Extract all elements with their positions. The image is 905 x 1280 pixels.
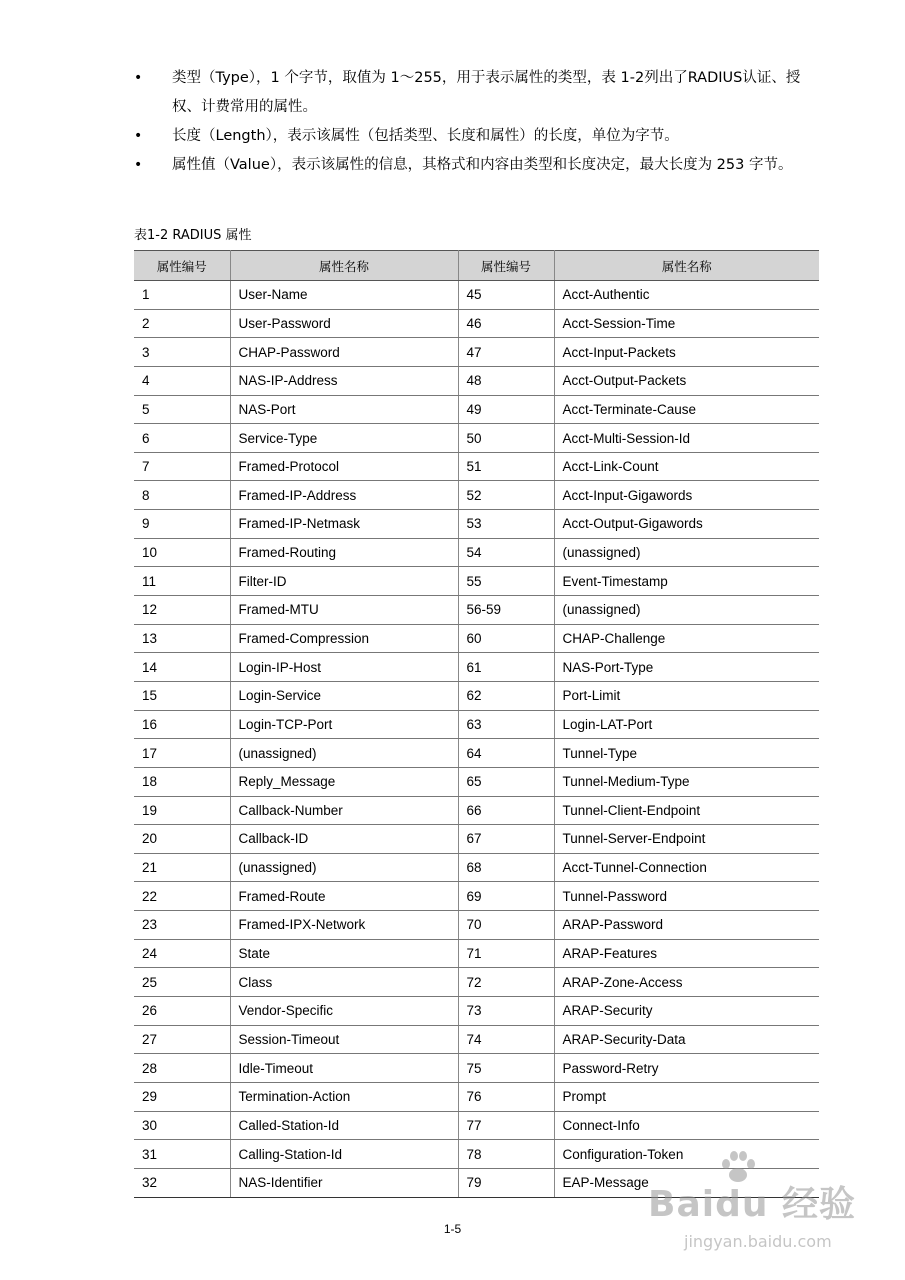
cell-attr-number: 66 bbox=[458, 796, 554, 825]
table-row bbox=[134, 538, 819, 567]
cell-attr-name: ARAP-Password bbox=[554, 911, 819, 940]
cell-attr-number: 19 bbox=[134, 796, 230, 825]
cell-attr-name: (unassigned) bbox=[230, 739, 458, 768]
cell-attr-number: 70 bbox=[458, 911, 554, 940]
cell-attr-name: (unassigned) bbox=[230, 853, 458, 882]
radius-attributes-table bbox=[134, 250, 819, 1198]
cell-attr-name: Framed-IPX-Network bbox=[230, 911, 458, 940]
cell-attr-name: State bbox=[230, 939, 458, 968]
cell-attr-name: Acct-Link-Count bbox=[554, 452, 819, 481]
cell-attr-name: Reply_Message bbox=[230, 767, 458, 796]
cell-attr-name: Port-Limit bbox=[554, 681, 819, 710]
cell-attr-number: 21 bbox=[134, 853, 230, 882]
cell-attr-number: 16 bbox=[134, 710, 230, 739]
table-caption: 表1-2 RADIUS 属性 bbox=[134, 228, 252, 243]
cell-attr-number: 74 bbox=[458, 1025, 554, 1054]
bullet-value bbox=[134, 151, 824, 180]
cell-attr-number: 78 bbox=[458, 1140, 554, 1169]
cell-attr-number: 71 bbox=[458, 939, 554, 968]
cell-attr-name: Acct-Multi-Session-Id bbox=[554, 424, 819, 453]
cell-attr-name: Prompt bbox=[554, 1082, 819, 1111]
cell-attr-name: Configuration-Token bbox=[554, 1140, 819, 1169]
cell-attr-number: 45 bbox=[458, 281, 554, 310]
cell-attr-number: 15 bbox=[134, 681, 230, 710]
table-row bbox=[134, 452, 819, 481]
table-row bbox=[134, 338, 819, 367]
cell-attr-name: Login-IP-Host bbox=[230, 653, 458, 682]
cell-attr-name: NAS-Port bbox=[230, 395, 458, 424]
cell-attr-number: 4 bbox=[134, 366, 230, 395]
bullet-length bbox=[134, 122, 824, 151]
table-row bbox=[134, 1025, 819, 1054]
cell-attr-name: Filter-ID bbox=[230, 567, 458, 596]
table-row bbox=[134, 882, 819, 911]
cell-attr-name: Tunnel-Medium-Type bbox=[554, 767, 819, 796]
cell-attr-number: 13 bbox=[134, 624, 230, 653]
cell-attr-number: 60 bbox=[458, 624, 554, 653]
cell-attr-number: 76 bbox=[458, 1082, 554, 1111]
cell-attr-number: 18 bbox=[134, 767, 230, 796]
cell-attr-name: Framed-Route bbox=[230, 882, 458, 911]
cell-attr-number: 14 bbox=[134, 653, 230, 682]
header-attr-name-right: 属性名称 bbox=[554, 251, 819, 281]
table-row bbox=[134, 796, 819, 825]
cell-attr-number: 25 bbox=[134, 968, 230, 997]
baidu-watermark bbox=[648, 1150, 878, 1270]
cell-attr-number: 1 bbox=[134, 281, 230, 310]
table-row bbox=[134, 395, 819, 424]
cell-attr-name: CHAP-Password bbox=[230, 338, 458, 367]
cell-attr-number: 65 bbox=[458, 767, 554, 796]
table-row bbox=[134, 510, 819, 539]
table-row bbox=[134, 567, 819, 596]
table-row bbox=[134, 309, 819, 338]
cell-attr-name: Acct-Authentic bbox=[554, 281, 819, 310]
cell-attr-name: Calling-Station-Id bbox=[230, 1140, 458, 1169]
cell-attr-name: Tunnel-Server-Endpoint bbox=[554, 825, 819, 854]
cell-attr-name: Acct-Tunnel-Connection bbox=[554, 853, 819, 882]
cell-attr-number: 12 bbox=[134, 596, 230, 625]
cell-attr-number: 73 bbox=[458, 997, 554, 1026]
cell-attr-number: 75 bbox=[458, 1054, 554, 1083]
cell-attr-name: Session-Timeout bbox=[230, 1025, 458, 1054]
bullet-text: 属性值（Value），表示该属性的信息，其格式和内容由类型和长度决定，最大长度为 253 字节。 bbox=[172, 157, 793, 173]
table-header-row bbox=[134, 251, 819, 281]
cell-attr-number: 47 bbox=[458, 338, 554, 367]
cell-attr-number: 77 bbox=[458, 1111, 554, 1140]
bullet-text: 类型（Type），1 个字节，取值为 1～255，用于表示属性的类型，表 1-2列出了RADIUS认证、授权、计费常用的属性。 bbox=[172, 70, 801, 115]
table-row bbox=[134, 681, 819, 710]
cell-attr-name: ARAP-Security bbox=[554, 997, 819, 1026]
watermark-brand: Baidu 经验 bbox=[648, 1184, 857, 1225]
cell-attr-name: Framed-Routing bbox=[230, 538, 458, 567]
cell-attr-name: ARAP-Zone-Access bbox=[554, 968, 819, 997]
cell-attr-name: Acct-Terminate-Cause bbox=[554, 395, 819, 424]
table-row bbox=[134, 1082, 819, 1111]
cell-attr-name: NAS-Identifier bbox=[230, 1168, 458, 1197]
cell-attr-name: ARAP-Features bbox=[554, 939, 819, 968]
cell-attr-number: 63 bbox=[458, 710, 554, 739]
cell-attr-number: 56-59 bbox=[458, 596, 554, 625]
bullet-list bbox=[134, 64, 824, 180]
cell-attr-number: 28 bbox=[134, 1054, 230, 1083]
cell-attr-number: 5 bbox=[134, 395, 230, 424]
cell-attr-name: Tunnel-Type bbox=[554, 739, 819, 768]
cell-attr-number: 9 bbox=[134, 510, 230, 539]
cell-attr-number: 27 bbox=[134, 1025, 230, 1054]
table-row bbox=[134, 366, 819, 395]
cell-attr-number: 72 bbox=[458, 968, 554, 997]
table-row bbox=[134, 968, 819, 997]
cell-attr-name: (unassigned) bbox=[554, 596, 819, 625]
cell-attr-name: NAS-Port-Type bbox=[554, 653, 819, 682]
cell-attr-number: 11 bbox=[134, 567, 230, 596]
table-row bbox=[134, 939, 819, 968]
header-attr-number-right: 属性编号 bbox=[458, 251, 554, 281]
cell-attr-name: Tunnel-Client-Endpoint bbox=[554, 796, 819, 825]
cell-attr-name: Framed-MTU bbox=[230, 596, 458, 625]
header-attr-name-left: 属性名称 bbox=[230, 251, 458, 281]
cell-attr-number: 8 bbox=[134, 481, 230, 510]
table-row bbox=[134, 997, 819, 1026]
cell-attr-number: 53 bbox=[458, 510, 554, 539]
cell-attr-name: Acct-Output-Gigawords bbox=[554, 510, 819, 539]
cell-attr-name: Event-Timestamp bbox=[554, 567, 819, 596]
cell-attr-number: 49 bbox=[458, 395, 554, 424]
cell-attr-number: 10 bbox=[134, 538, 230, 567]
cell-attr-number: 69 bbox=[458, 882, 554, 911]
cell-attr-number: 17 bbox=[134, 739, 230, 768]
table-row bbox=[134, 911, 819, 940]
cell-attr-name: Framed-IP-Netmask bbox=[230, 510, 458, 539]
cell-attr-name: Acct-Session-Time bbox=[554, 309, 819, 338]
cell-attr-name: Idle-Timeout bbox=[230, 1054, 458, 1083]
cell-attr-name: Termination-Action bbox=[230, 1082, 458, 1111]
cell-attr-number: 3 bbox=[134, 338, 230, 367]
cell-attr-number: 32 bbox=[134, 1168, 230, 1197]
table-row bbox=[134, 596, 819, 625]
cell-attr-number: 24 bbox=[134, 939, 230, 968]
table-row bbox=[134, 825, 819, 854]
cell-attr-name: Called-Station-Id bbox=[230, 1111, 458, 1140]
cell-attr-name: NAS-IP-Address bbox=[230, 366, 458, 395]
cell-attr-name: Acct-Input-Gigawords bbox=[554, 481, 819, 510]
cell-attr-name: Acct-Output-Packets bbox=[554, 366, 819, 395]
cell-attr-number: 22 bbox=[134, 882, 230, 911]
cell-attr-name: Framed-IP-Address bbox=[230, 481, 458, 510]
cell-attr-number: 52 bbox=[458, 481, 554, 510]
cell-attr-name: Class bbox=[230, 968, 458, 997]
cell-attr-name: Connect-Info bbox=[554, 1111, 819, 1140]
watermark-url: jingyan.baidu.com bbox=[684, 1232, 832, 1251]
table-row bbox=[134, 1054, 819, 1083]
table-row bbox=[134, 624, 819, 653]
cell-attr-number: 6 bbox=[134, 424, 230, 453]
cell-attr-name: Vendor-Specific bbox=[230, 997, 458, 1026]
cell-attr-name: ARAP-Security-Data bbox=[554, 1025, 819, 1054]
cell-attr-name: (unassigned) bbox=[554, 538, 819, 567]
cell-attr-number: 54 bbox=[458, 538, 554, 567]
table-row bbox=[134, 739, 819, 768]
cell-attr-name: User-Password bbox=[230, 309, 458, 338]
table-body bbox=[134, 281, 819, 1198]
table-row bbox=[134, 1111, 819, 1140]
cell-attr-number: 64 bbox=[458, 739, 554, 768]
cell-attr-name: Password-Retry bbox=[554, 1054, 819, 1083]
cell-attr-name: CHAP-Challenge bbox=[554, 624, 819, 653]
cell-attr-name: User-Name bbox=[230, 281, 458, 310]
cell-attr-name: Service-Type bbox=[230, 424, 458, 453]
cell-attr-name: Framed-Protocol bbox=[230, 452, 458, 481]
cell-attr-name: Login-Service bbox=[230, 681, 458, 710]
table-row bbox=[134, 424, 819, 453]
cell-attr-number: 55 bbox=[458, 567, 554, 596]
table-row bbox=[134, 281, 819, 310]
cell-attr-name: Login-LAT-Port bbox=[554, 710, 819, 739]
table-row bbox=[134, 481, 819, 510]
cell-attr-number: 61 bbox=[458, 653, 554, 682]
cell-attr-name: Callback-ID bbox=[230, 825, 458, 854]
cell-attr-name: Login-TCP-Port bbox=[230, 710, 458, 739]
cell-attr-name: EAP-Message bbox=[554, 1168, 819, 1197]
table-row bbox=[134, 853, 819, 882]
cell-attr-number: 62 bbox=[458, 681, 554, 710]
page-number: 1-5 bbox=[443, 1222, 462, 1236]
cell-attr-number: 30 bbox=[134, 1111, 230, 1140]
cell-attr-number: 20 bbox=[134, 825, 230, 854]
cell-attr-number: 48 bbox=[458, 366, 554, 395]
cell-attr-number: 31 bbox=[134, 1140, 230, 1169]
bullet-dot: • bbox=[134, 128, 143, 144]
cell-attr-number: 46 bbox=[458, 309, 554, 338]
cell-attr-number: 23 bbox=[134, 911, 230, 940]
cell-attr-name: Acct-Input-Packets bbox=[554, 338, 819, 367]
cell-attr-number: 26 bbox=[134, 997, 230, 1026]
table-row bbox=[134, 653, 819, 682]
cell-attr-number: 68 bbox=[458, 853, 554, 882]
bullet-type bbox=[134, 64, 824, 122]
cell-attr-name: Framed-Compression bbox=[230, 624, 458, 653]
cell-attr-number: 29 bbox=[134, 1082, 230, 1111]
cell-attr-name: Callback-Number bbox=[230, 796, 458, 825]
cell-attr-number: 79 bbox=[458, 1168, 554, 1197]
cell-attr-number: 51 bbox=[458, 452, 554, 481]
table-row bbox=[134, 710, 819, 739]
cell-attr-number: 7 bbox=[134, 452, 230, 481]
bullet-dot: • bbox=[134, 157, 143, 173]
bullet-dot: • bbox=[134, 70, 143, 86]
cell-attr-number: 50 bbox=[458, 424, 554, 453]
cell-attr-name: Tunnel-Password bbox=[554, 882, 819, 911]
cell-attr-number: 67 bbox=[458, 825, 554, 854]
table-row bbox=[134, 767, 819, 796]
header-attr-number-left: 属性编号 bbox=[134, 251, 230, 281]
cell-attr-number: 2 bbox=[134, 309, 230, 338]
bullet-text: 长度（Length），表示该属性（包括类型、长度和属性）的长度，单位为字节。 bbox=[172, 128, 679, 144]
